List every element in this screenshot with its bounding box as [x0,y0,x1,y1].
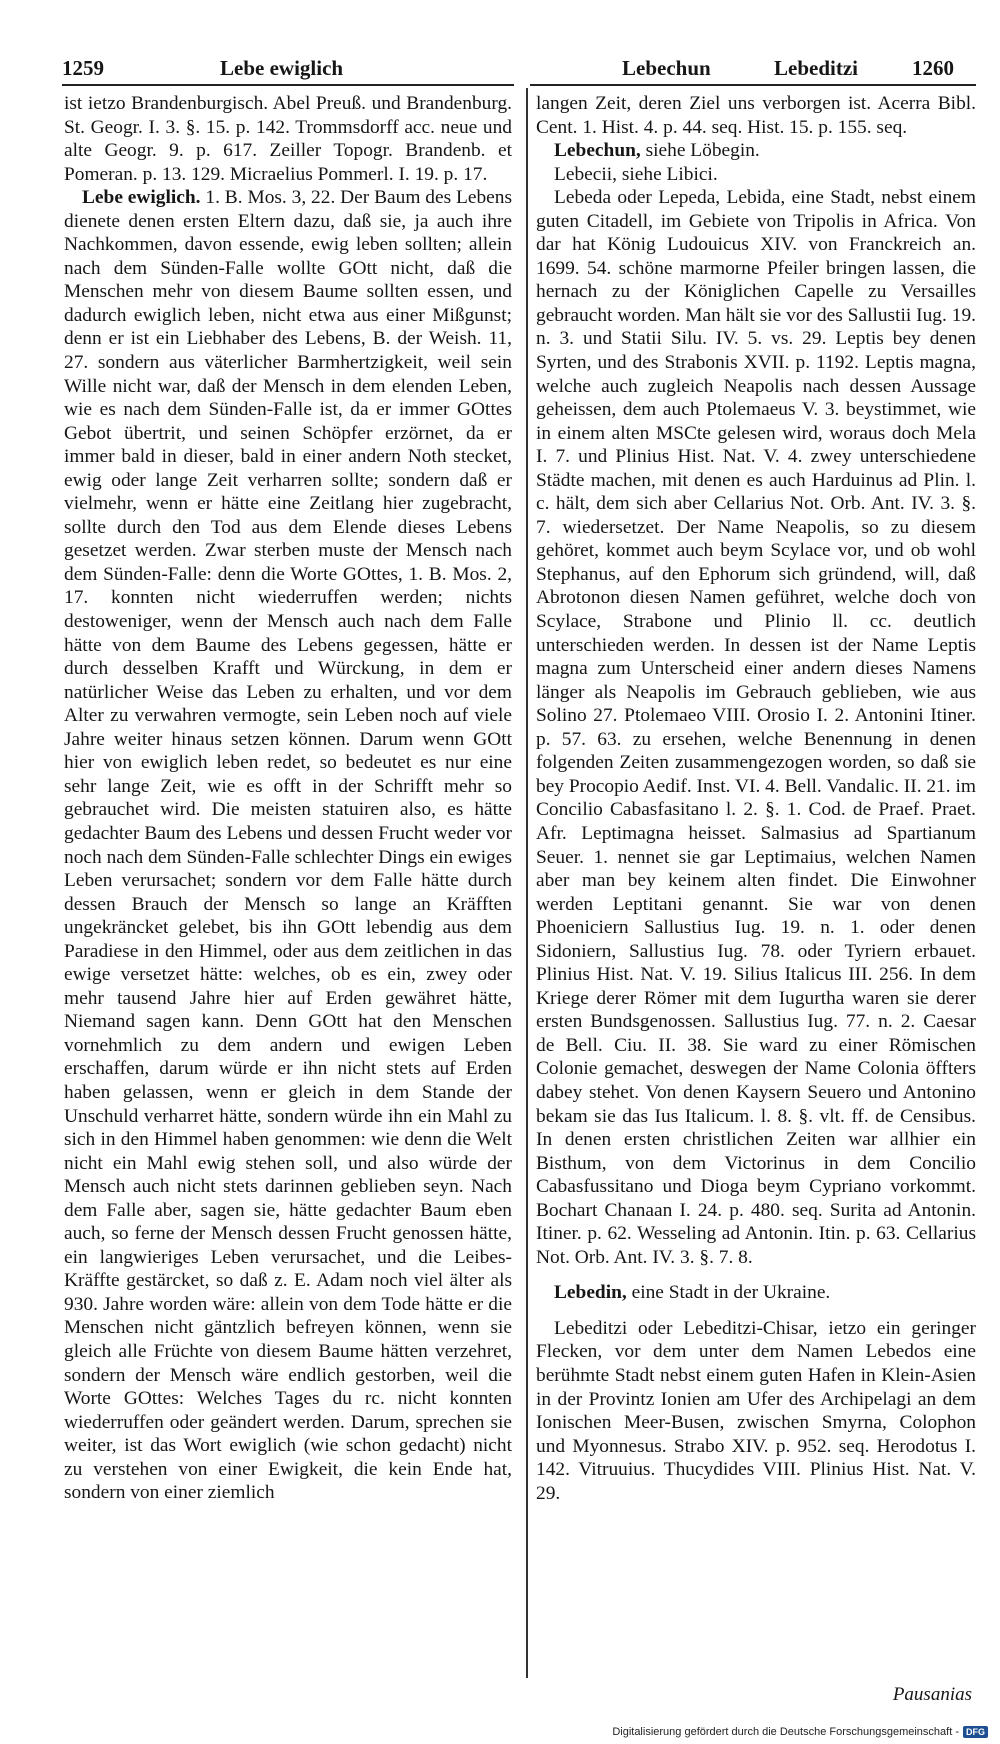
right-header-rule [530,84,976,86]
footer-text: Digitalisierung gefördert durch die Deutsche Forschungsgemeinschaft - [612,1726,959,1738]
left-running-title: Lebe ewiglich [220,56,344,80]
left-column [64,92,512,1505]
entry-text: 1. B. Mos. 3, 22. Der Baum des Lebens dienete denen ersten Eltern dazu, daß sie, ja auch ihre Nachkommen, davon essende, ewig leben sollten; allein nach dem Sünden-Falle wollte GOtt nicht, daß die Menschen mehr von diesem Baume sollten essen, und dadurch ewiglich leben, nicht etwa aus einer Mißgunst; denn er ist ein Liebhaber des Lebens, B. der Weish. 11, 27. sondern aus väterlicher Barmhertzigkeit, weil sein Wille nicht war, daß der Mensch in dem elenden Leben, wie es nach dem Sünden-Falle ist, da er immer GOttes Gebot übertrit, und seinen Schöpfer erzörnet, da er immer bald in dieser, bald in einer andern Noth stecket, ewig oder lange Zeit verharren sollte; sondern daß er vielmehr, wenn er hätte eine Zeitlang hier zugebracht, sollte durch den Tod aus dem Elende dieses Lebens gesetzet werden. Zwar sterben muste der Mensch nach dem Sünden-Falle: denn die Worte GOttes, 1. B. Mos. 2, 17. konnten nicht wiederruffen werden; nichts destoweniger, wenn der Mensch auch nach dem Falle hätte von dem Baume des Lebens gegessen, hätte er durch desselben Krafft und Würckung, in dem er natürlicher Weise das Leben zu erhalten, und vor dem Alter zu verwahren vermogte, sein Leben noch auf viele Jahre weiter hinaus setzen können. Darum wenn GOtt hier von ewiglich leben redet, so bedeutet es nur eine sehr lange Zeit, wie es offt in der Schrifft mehr so gebrauchet wird. Die meisten statuiren also, es hätte gedachter Baum des Lebens und dessen Frucht weder vor noch nach dem Sünden-Falle schlechter Dings ein ewiges Leben verursachet; sondern vor dem Falle hätte durch dessen Brauch der Mensch so lange an Kräfften ungekräncket gelebet, bis ihn GOtt lebendig aus dem Paradiese in den Himmel, oder aus dem zeitlichen in das ewige versetzet hätte: welches, ob es ein, zwey oder mehr tausend Jahre hier auf Erden gewähret hätte, Niemand sagen kann. Denn GOtt hat den Menschen vornehmlich zu dem andern und ewigen Leben erschaffen, darum würde er ihn nicht stets auf Erden haben gelassen, wenn er gleich in dem Stande der Unschuld verharret hätte, sondern würde ihn ein Mahl zu sich in den Himmel haben genommen: wie denn die Welt nicht ein Mahl ewig stehen soll, und also würde der Mensch auch nicht stets darinnen geblieben seyn. Nach dem Falle aber, sagen sie, hätte gedachter Baum eben auch, so ferne der Mensch dessen Frucht genossen hätte, ein langwieriges Leben verursachet, und die Leibes-Kräffte gestärcket, so daß z. E. Adam noch viel älter als 930. Jahre worden wäre: allein von dem Tode hätte er die Menschen nicht gäntzlich befreyen können, wenn sie gleich alle Früchte von diesem Baume hätten verzehret, sondern der Mensch wäre endlich gestorben, weil die Worte GOttes: Welches Tages du rc. nicht konnten wiederruffen oder geändert werden. Darum, sprechen sie weiter, ist das Wort ewiglich (wie schon gedacht) nicht zu verstehen von einer Ewigkeit, die kein Ende hat, sondern von einer ziemlich [64,187,512,1504]
entry-headword: Lebedin, [554,1282,627,1304]
catchword: Pausanias [892,1684,972,1705]
entry-text: siehe Löbegin. [645,140,760,162]
entry-headword: Lebe ewiglich. [82,187,201,209]
column-divider [526,88,528,1678]
right-page-number: 1260 [912,56,954,80]
dfg-logo-icon: DFG [963,1726,988,1738]
paragraph: langen Zeit, deren Ziel uns verborgen ist. Acerra Bibl. Cent. 1. Hist. 4. p. 44. seq. Hist. 15. p. 155. seq. [536,93,976,138]
entry-lebeda: Lebeda oder Lepeda, Lebida, eine Stadt, nebst einem guten Citadell, im Gebiete von Tripolis in Africa. Von dar hat König Ludouicus XIV. von Franckreich an. 1699. 54. schöne marmorne Pfeiler bringen lassen, die hernach zu der Königlichen Capelle zu Versailles gebraucht worden. Man hält sie vor des Sallustii Iug. 19. n. 3. und Statii Silu. IV. 5. vs. 29. Leptis bey denen Syrten, und des Strabonis XVII. p. 1192. Leptis magna, welche auch zugleich Neapolis nach dessen Aussage geheissen, dem auch Ptolemaeus V. 3. beystimmet, wie in einem alten MSCte gelesen wird, woraus doch Mela I. 7. und Plinius Hist. Nat. V. 4. zwey unterschiedene Städte machen, mit denen es auch Harduinus ad Plin. l. c. hält, dem sich aber Cellarius Not. Orb. Ant. IV. 3. §. 7. wiedersetzet. Der Name Neapolis, so zu diesem gehöret, kommet auch beym Scylace vor, und ob wohl Stephanus, auf den Ephorum sich gründend, will, daß Abrotonon diesen Namen geführet, welche doch von Scylace, Strabone und Plinio ll. cc. deutlich unterschieden werden. In dessen ist der Name Leptis magna zum Unterscheid einer andern dieses Namens länger als Neapolis im Gebrauch geblieben, wie aus Solino 27. Ptolemaeo VIII. Orosio I. 2. Antonini Itiner. p. 57. 63. zu ersehen, welche Benennung in denen folgenden Zeiten zusammengezogen worden, so daß sie bey Procopio Aedif. Inst. VI. 4. Bell. Vandalic. II. 21. im Concilio Cabasfasitano l. 2. §. 1. Cod. de Praef. Praet. Afr. Leptimagna heisset. Salmasius ad Spartianum Seuer. 1. nennet sie gar Leptimaius, welchen Namen aber man bey keinem alten findet. Die Einwohner werden Leptitani genannt. Sie war von denen Phoeniciern Sallustius Iug. 19. n. 1. oder denen Sidoniern, Sallustius Iug. 78. oder Tyriern erbauet. Plinius Hist. Nat. V. 19. Silius Italicus III. 256. In dem Kriege derer Römer mit dem Iugurtha waren sie derer ersten Bundsgenossen. Sallustius Iug. 77. n. 2. Caesar de Bell. Ciu. II. 38. Sie ward zu einer Römischen Colonie gemachet, deswegen der Name Colonia öffters dabey stehet. Von denen Kaysern Seuero und Antonino bekam sie das Ius Italicum. l. 8. §. vlt. ff. de Censibus. In denen ersten christlichen Zeiten war allhier ein Bisthum, von dem Victorinus in dem Concilio Cabasfussitano und Dioga beym Cypriano vorkommt. Bochart Chanaan I. 24. p. 480. seq. Surita ad Antonin. Itiner. p. 62. Wesseling ad Antonin. Itin. p. 63. Cellarius Not. Orb. Ant. IV. 3. §. 7. 8. [536,187,976,1268]
running-head [62,44,962,84]
entry-text: eine Stadt in der Ukraine. [631,1282,831,1304]
entry-lebe-ewiglich [64,186,512,1505]
left-page-number: 1259 [62,56,104,80]
right-column [536,92,976,1505]
digitization-footer [612,1726,988,1738]
entry-lebedin [536,1281,976,1305]
entry-lebeditzi: Lebeditzi oder Lebeditzi-Chisar, ietzo ein geringer Flecken, vor dem unter dem Namen Lebedos eine berühmte Stadt nebst einem guten Hafen in Klein-Asien in der Provintz Ionien am Ufer des Archipelagi an dem Ionischen Meer-Busen, zwischen Smyrna, Colophon und Myonnesus. Strabo XIV. p. 952. seq. Herodotus I. 142. Vitruuius. Thucydides VIII. Plinius Hist. Nat. V. 29. [536,1317,976,1504]
right-running-title-1: Lebechun [622,56,711,80]
entry-lebechun [536,139,976,163]
left-header-rule [62,84,514,86]
entry-headword: Lebechun, [554,140,641,162]
right-running-title-2: Lebeditzi [774,56,858,80]
paragraph: ist ietzo Brandenburgisch. Abel Preuß. und Brandenburg. St. Geogr. I. 3. §. 15. p. 142. Trommsdorff acc. neue und alte Geogr. 9. p. 617. Zeiller Topogr. Brandenb. et Pomeran. p. 13. 129. Micraelius Pommerl. I. 19. p. 17. [64,93,512,185]
entry-lebecii: Lebecii, siehe Libici. [554,163,718,185]
